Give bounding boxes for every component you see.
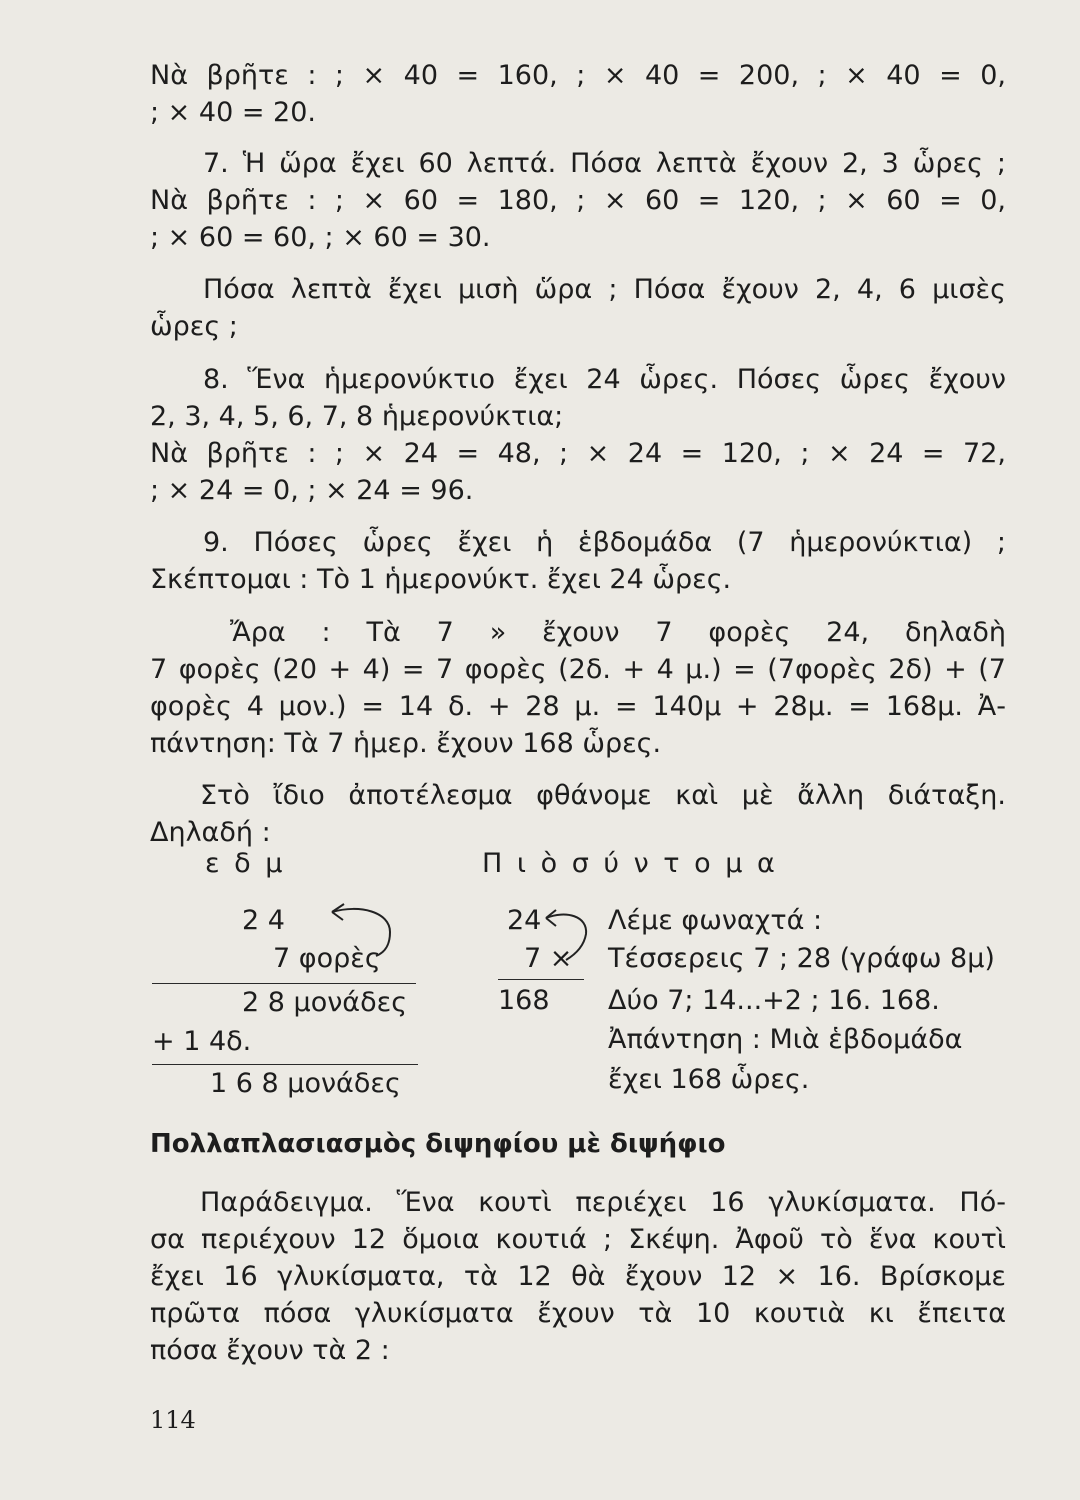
shortcut-header: Π ι ὸ σ ύ ν τ ο μ α (482, 848, 778, 879)
paragraph-line: ἔχει 16 γλυκίσματα, τὰ 12 θὰ ἔχουν 12 × 16. Βρίσκομε (150, 1261, 1006, 1292)
carry-line: + 1 4δ. (152, 1026, 252, 1057)
text-line: 2, 3, 4, 5, 6, 7, 8 ἡμερονύκτια; (150, 401, 564, 432)
text-line: πάντηση: Τὰ 7 ἡμερ. ἔχουν 168 ὧρες. (150, 728, 662, 759)
paragraph-line: Παράδειγμα. Ἕνα κουτὶ περιέχει 16 γλυκίσματα. Πό- (200, 1187, 1006, 1218)
text-line: ; × 60 = 60, ; × 60 = 30. (150, 222, 491, 253)
text-line: ; × 24 = 0, ; × 24 = 96. (150, 475, 474, 506)
text-line: Πόσα λεπτὰ ἔχει μισὴ ὥρα ; Πόσα ἔχουν 2, 4, 6 μισὲς (203, 274, 1006, 305)
text-line: φορὲς 4 μον.) = 14 δ. + 28 μ. = 140μ + 28μ. = 168μ. Ἀ- (150, 691, 1006, 722)
paragraph-line: σα περιέχουν 12 ὅμοια κουτιά ; Σκέψη. Ἀφοῦ τὸ ἕνα κουτὶ (150, 1224, 1006, 1255)
sum-rule (498, 979, 584, 980)
text-line: Νὰ βρῆτε : ; × 40 = 160, ; × 40 = 200, ; × 40 = 0, (150, 60, 1006, 91)
note-line: ἔχει 168 ὧρες. (608, 1064, 810, 1095)
sum-rule (152, 983, 416, 984)
paragraph-line: πρῶτα πόσα γλυκίσματα ἔχουν τὰ 10 κουτιὰ κι ἔπειτα (150, 1298, 1006, 1329)
partial-product: 2 8 μονάδες (242, 987, 408, 1018)
multiplicand: 2 4 (242, 905, 285, 936)
multiplier: 7 × (524, 943, 573, 974)
curved-arrow-icon (538, 902, 594, 964)
note-line: Δύο 7; 14...+2 ; 16. 168. (608, 985, 940, 1016)
exercise-9: 9. Πόσες ὧρες ἔχει ἡ ἑβδομάδα (7 ἡμερονύκτια) ; (203, 527, 1006, 558)
final-product: 168 (498, 985, 550, 1016)
multiplier: 7 φορὲς (273, 943, 381, 974)
text-line: Νὰ βρῆτε : ; × 24 = 48, ; × 24 = 120, ; × 24 = 72, (150, 438, 1006, 469)
note-line: Ἀπάντηση : Μιὰ ἑβδομάδα (608, 1024, 963, 1055)
note-line: Τέσσερεις 7 ; 28 (γράφω 8μ) (608, 943, 995, 974)
sum-rule (152, 1064, 418, 1065)
text-line: Στὸ ἴδιο ἀποτέλεσμα φθάνομε καὶ μὲ ἄλλη διάταξη. (200, 780, 1006, 811)
text-line: Ἄρα : Τὰ 7 » ἔχουν 7 φορὲς 24, δηλαδὴ (230, 617, 1006, 648)
multiplicand: 24 (507, 905, 542, 936)
text-line: Δηλαδή : (150, 817, 271, 848)
paragraph-line: πόσα ἔχουν τὰ 2 : (150, 1335, 390, 1366)
text-line: ὧρες ; (150, 311, 238, 342)
text-line: 7 φορὲς (20 + 4) = 7 φορὲς (2δ. + 4 μ.) = (7φορὲς 2δ) + (7 (150, 654, 1006, 685)
exercise-7: 7. Ἡ ὥρα ἔχει 60 λεπτά. Πόσα λεπτὰ ἔχουν 2, 3 ὧρες ; (203, 148, 1006, 179)
curved-arrow-icon (320, 898, 400, 960)
text-line: ; × 40 = 20. (150, 97, 316, 128)
exercise-8: 8. Ἕνα ἡμερονύκτιο ἔχει 24 ὧρες. Πόσες ὧρες ἔχουν (203, 364, 1006, 395)
section-heading: Πολλαπλασιασμὸς διψηφίου μὲ διψήφιο (150, 1129, 726, 1159)
place-value-header: ε δ μ (205, 848, 283, 879)
text-line: Νὰ βρῆτε : ; × 60 = 180, ; × 60 = 120, ; × 60 = 0, (150, 185, 1006, 216)
final-product: 1 6 8 μονάδες (210, 1068, 401, 1099)
page-number: 114 (150, 1406, 196, 1434)
note-line: Λέμε φωναχτά : (608, 905, 823, 936)
text-line: Σκέπτομαι : Τὸ 1 ἡμερονύκτ. ἔχει 24 ὧρες. (150, 564, 732, 595)
